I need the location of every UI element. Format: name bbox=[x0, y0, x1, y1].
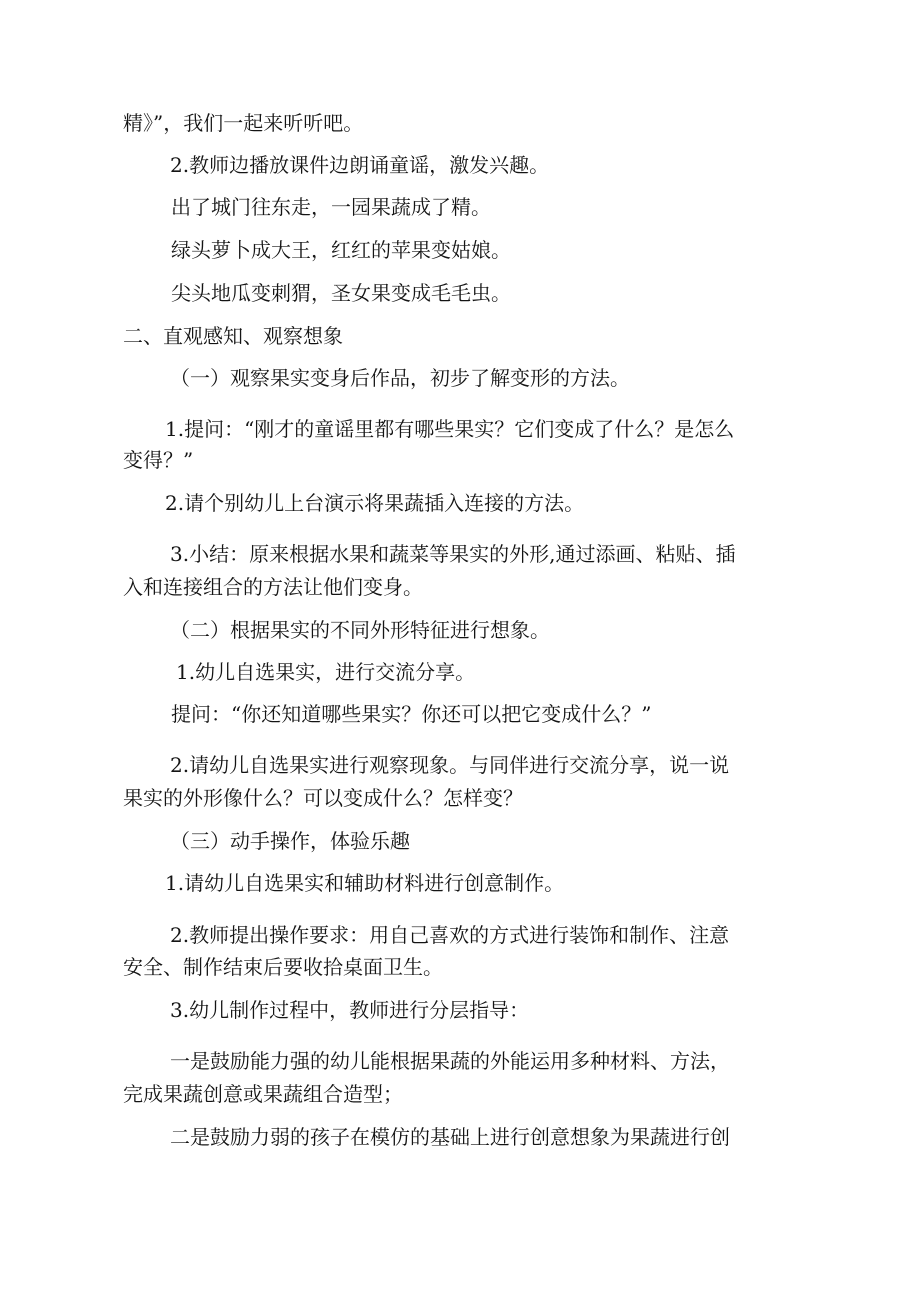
text-line: 安全、制作结束后要收拾桌面卫生。 bbox=[123, 955, 443, 979]
text-line: 提问：“你还知道哪些果实？你还可以把它变成什么？” bbox=[171, 702, 652, 726]
text-line: 完成果蔬创意或果蔬组合造型； bbox=[123, 1082, 403, 1106]
text-line: 出了城门往东走，一园果蔬成了精。 bbox=[171, 195, 491, 219]
text-line: 变得？” bbox=[123, 448, 194, 472]
text-line: 2.教师边播放课件边朗诵童谣，激发兴趣。 bbox=[170, 153, 550, 177]
subsection-heading: （一）观察果实变身后作品，初步了解变形的方法。 bbox=[170, 366, 630, 390]
text-line: 精》”，我们一起来听听吧。 bbox=[123, 111, 364, 135]
text-line: 尖头地瓜变刺猬，圣女果变成毛毛虫。 bbox=[171, 281, 511, 305]
text-line: 入和连接组合的方法让他们变身。 bbox=[123, 575, 423, 599]
text-line: 3.幼儿制作过程中，教师进行分层指导： bbox=[170, 998, 530, 1022]
text-line: 3.小结：原来根据水果和蔬菜等果实的外形,通过添画、粘贴、插 bbox=[170, 542, 736, 566]
text-line: 1.提问：“刚才的童谣里都有哪些果实？它们变成了什么？是怎么 bbox=[165, 417, 735, 441]
subsection-heading: （三）动手操作，体验乐趣 bbox=[170, 829, 410, 853]
section-heading: 二、直观感知、观察想象 bbox=[123, 324, 343, 348]
text-line: 绿头萝卜成大王，红红的苹果变姑娘。 bbox=[171, 238, 511, 262]
text-line: 二是鼓励力弱的孩子在模仿的基础上进行创意想象为果蔬进行创 bbox=[170, 1125, 730, 1149]
text-line: 果实的外形像什么？可以变成什么？怎样变？ bbox=[123, 786, 523, 810]
text-line: 2.请幼儿自选果实进行观察现象。与同伴进行交流分享，说一说 bbox=[170, 753, 730, 777]
text-line: 1.请幼儿自选果实和辅助材料进行创意制作。 bbox=[165, 871, 565, 895]
text-line: 2.教师提出操作要求：用自己喜欢的方式进行装饰和制作、注意 bbox=[170, 923, 730, 947]
text-line: 2.请个别幼儿上台演示将果蔬插入连接的方法。 bbox=[165, 491, 585, 515]
text-line: 一是鼓励能力强的幼儿能根据果蔬的外能运用多种材料、方法， bbox=[170, 1049, 730, 1073]
text-line: 1.幼儿自选果实，进行交流分享。 bbox=[176, 660, 476, 684]
subsection-heading: （二）根据果实的不同外形特征进行想象。 bbox=[170, 618, 550, 642]
